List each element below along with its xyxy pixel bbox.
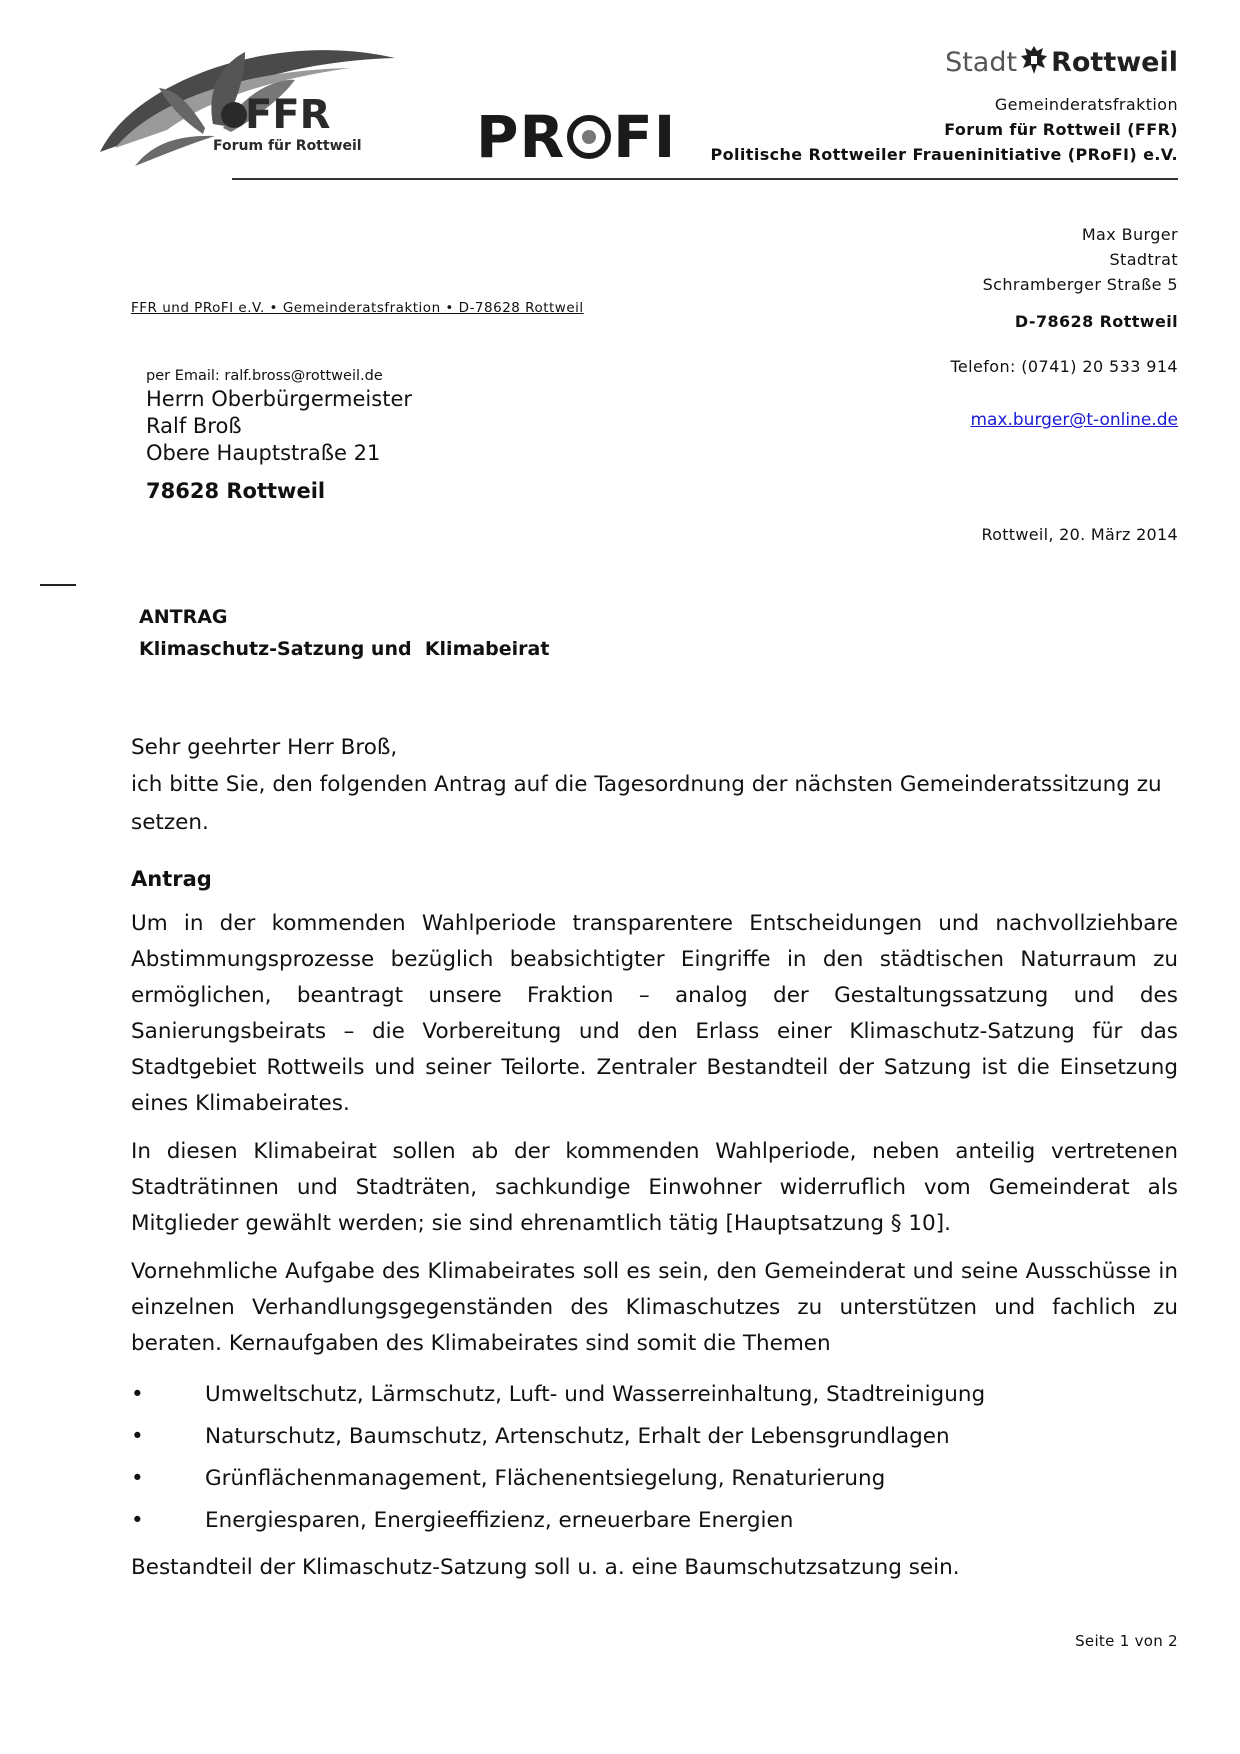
ffr-logo (95, 40, 395, 170)
sender-email-link[interactable]: max.burger@t-online.de (970, 410, 1178, 430)
recipient-block (146, 368, 412, 503)
letterhead-line-profi: Politische Rottweiler Fraueninitiative (PRoFI) e.V. (710, 145, 1178, 164)
bullet-icon: • (131, 1424, 144, 1449)
closing-paragraph: Bestandteil der Klimaschutz-Satzung soll u. a. eine Baumschutzsatzung sein. (131, 1555, 960, 1580)
paragraph: Vornehmliche Aufgabe des Klimabeirates soll es sein, den Gemeinderat und seine Ausschüsse in einzelnen Verhandlungsgegenständen des Klimaschutzes zu unterstützen und fachlich zu beraten. Kernaufgaben des Klimabeirates sind somit die Themen (131, 1259, 1178, 1356)
eagle-icon (1020, 44, 1048, 76)
sender-block (983, 222, 1178, 334)
fold-mark (40, 584, 76, 586)
sender-name: Max Burger (1081, 225, 1178, 244)
section-heading: Antrag (131, 867, 212, 891)
page-number: Seite 1 von 2 (1075, 1632, 1178, 1650)
subject-block (139, 606, 549, 660)
sender-phone: Telefon: (0741) 20 533 914 (950, 357, 1178, 376)
intro-paragraph: ich bitte Sie, den folgenden Antrag auf die Tagesordnung der nächsten Gemeinderatssitzung zu setzen. (131, 772, 1162, 835)
list-item (131, 1458, 1178, 1500)
ffr-logo-subtitle: Forum für Rottweil (213, 138, 362, 154)
recipient-street: Obere Hauptstraße 21 (146, 441, 381, 465)
bullet-icon: • (131, 1382, 144, 1407)
ffr-logo-text: FFR (245, 92, 331, 138)
return-address: FFR und PRoFI e.V. • Gemeinderatsfraktion • D-78628 Rottweil (131, 300, 584, 316)
bullet-icon: • (131, 1508, 144, 1533)
topic-list (131, 1374, 1178, 1542)
recipient-city: 78628 Rottweil (146, 479, 326, 503)
list-item (131, 1416, 1178, 1458)
sender-street: Schramberger Straße 5 (982, 275, 1178, 294)
profi-logo (476, 103, 677, 171)
paragraph: In diesen Klimabeirat sollen ab der kommenden Wahlperiode, neben anteilig vertretenen Stadträtinnen und Stadträten, sachkundige Einwohner widerruflich vom Gemeinderat als Mitglieder gewählt werden; sie sind ehrenamtlich tätig [Hauptsatzung § 10]. (131, 1139, 1178, 1236)
recipient-name: Ralf Broß (146, 414, 242, 438)
paragraph: Um in der kommenden Wahlperiode transparentere Entscheidungen und nachvollziehbare Abstimmungsprozesse bezüglich beabsichtigter Eingriffe in den städtischen Naturraum zu ermöglichen, beantragt unsere Fraktion – analog der Gestaltungssatzung und des Sanierungsbeirats – die Vorbereitung und den Erlass einer Klimaschutz-Satzung für das Stadtgebiet Rottweils und seiner Teilorte. Zentraler Bestandteil der Satzung ist die Einsetzung eines Klimabeirates. (131, 911, 1178, 1116)
subject-title: ANTRAG (139, 606, 228, 628)
salutation: Sehr geehrter Herr Broß, (131, 735, 398, 760)
list-item (131, 1500, 1178, 1542)
letterhead-lines (710, 92, 1178, 167)
list-item-text: Naturschutz, Baumschutz, Artenschutz, Erhalt der Lebensgrundlagen (205, 1424, 950, 1449)
subject-subtitle: Klimaschutz-Satzung und Klimabeirat (139, 638, 550, 660)
list-item-text: Umweltschutz, Lärmschutz, Luft- und Wasserreinhaltung, Stadtreinigung (205, 1382, 986, 1407)
recipient-email-note: per Email: ralf.bross@rottweil.de (146, 368, 383, 384)
letterhead-divider (232, 178, 1178, 180)
stadt-rottweil-logo (945, 44, 1178, 78)
bullet-icon: • (131, 1466, 144, 1491)
sender-city: D-78628 Rottweil (1014, 312, 1178, 331)
stadt-logo-bold: Rottweil (1051, 47, 1178, 78)
list-item (131, 1374, 1178, 1416)
sender-role: Stadtrat (1109, 250, 1178, 269)
letterhead-line-faction: Gemeinderatsfraktion (994, 95, 1178, 114)
stadt-logo-light: Stadt (945, 47, 1018, 78)
recipient-title: Herrn Oberbürgermeister (146, 387, 412, 411)
profi-logo-fi: FI (613, 103, 677, 171)
letter-date: Rottweil, 20. März 2014 (981, 525, 1178, 544)
letter-body (131, 730, 1178, 1586)
list-item-text: Grünflächenmanagement, Flächenentsiegelung, Renaturierung (205, 1466, 886, 1491)
profi-logo-o-icon (567, 115, 611, 159)
letterhead-line-ffr: Forum für Rottweil (FFR) (944, 120, 1178, 139)
profi-logo-pr: PR (476, 103, 566, 171)
list-item-text: Energiesparen, Energieeffizienz, erneuerbare Energien (205, 1508, 794, 1533)
